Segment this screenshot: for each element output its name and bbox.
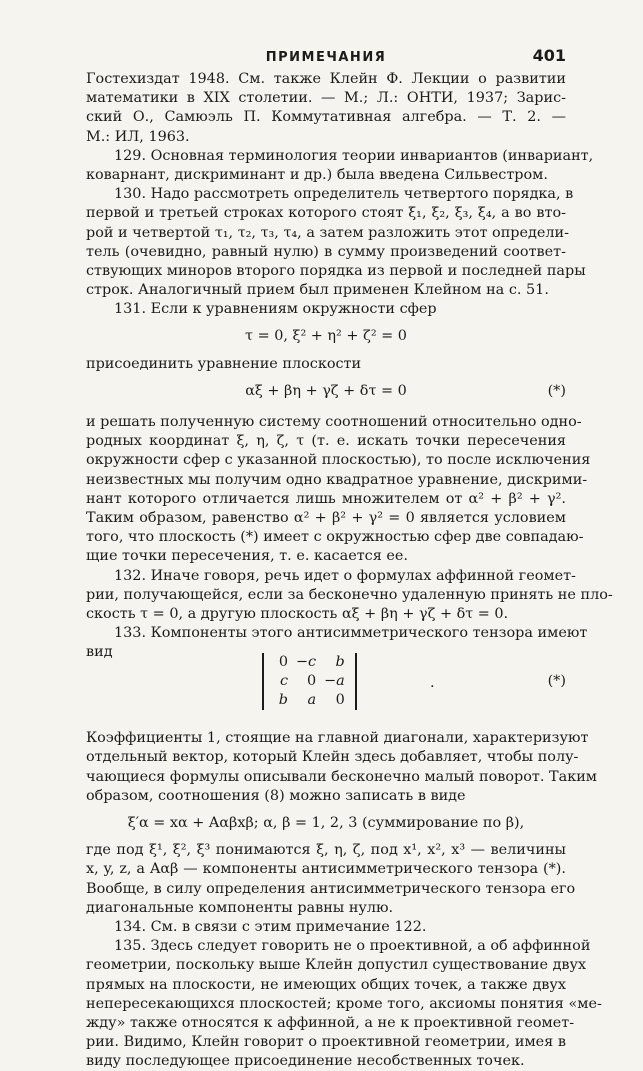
text-line: 132. Иначе говоря, речь идет о формулах аффинной геомет- (114, 567, 576, 584)
text-line: 133. Компоненты этого антисимметрического тензора имеют (114, 625, 588, 642)
matrix-cell: 0 (335, 692, 345, 709)
text-line: строк. Аналогичный прием был применен Клейном на с. 51. (86, 282, 549, 299)
matrix-cell: b (335, 654, 345, 671)
note-134 (86, 918, 566, 937)
text-line: 129. Основная терминология теории инвариантов (инвариант, (114, 147, 594, 164)
text-line: диагональные компоненты равны нулю. (86, 899, 394, 916)
text-line: скость τ = 0, а другую плоскость αξ + βη + γζ + δτ = 0. (86, 605, 509, 622)
note-128-continuation (86, 70, 566, 147)
text-line: 131. Если к уравнениям окружности сфер (114, 301, 437, 318)
note-129 (86, 147, 594, 185)
equation-rotation: ξ′α = xα + Aαβxβ; α, β = 1, 2, 3 (суммирование по β), (127, 815, 525, 831)
page-number: 401 (532, 46, 566, 65)
text-line: присоединить уравнение плоскости (86, 355, 362, 372)
text-line: 130. Надо рассмотреть определитель четвертого порядка, в (114, 186, 574, 203)
note-130 (86, 185, 586, 300)
text-line: Таким образом, равенство α² + β² + γ² = 0 является условием (86, 509, 566, 526)
matrix-cell: c (279, 673, 288, 690)
matrix-period: . (430, 675, 435, 692)
note-135 (86, 937, 602, 1071)
text-line: М.: ИЛ, 1963. (86, 128, 190, 145)
text-line: щие точки пересечения, т. е. касается ее. (86, 548, 408, 565)
text-line: геометрии, поскольку выше Клейн допустил существование двух (86, 957, 587, 974)
equation-mark: (*) (547, 382, 566, 399)
matrix-cell: a (307, 692, 317, 709)
text-line: нант которого отличается лишь множителем от α² + β² + γ². (86, 490, 566, 507)
book-page (86, 44, 613, 1071)
equation-plane: αξ + βη + γζ + δτ = 0 (245, 382, 407, 399)
text-line: x, y, z, а Aαβ — компоненты антисимметрического тензора (*). (86, 861, 566, 878)
text-line: первой и третьей строках которого стоят ξ₁, ξ₂, ξ₃, ξ₄, а во вто- (86, 205, 566, 222)
text-line: виду последующее присоединение несобственных точек. (86, 1053, 525, 1070)
text-line: рой и четвертой τ₁, τ₂, τ₃, τ₄, а затем разложить этот определи- (86, 224, 569, 241)
text-line: окружности сфер с указанной плоскостью), то после исключения (86, 452, 591, 469)
page-header (86, 44, 566, 70)
text-line: прямых на плоскости, не имеющих общих точек, а также двух (86, 976, 566, 993)
text-line: 134. См. в связи с этим примечание 122. (114, 918, 427, 935)
text-line: отдельный вектор, который Клейн здесь добавляет, чтобы полу- (86, 749, 579, 766)
text-line: Коэффициенты 1, стоящие на главной диагонали, характеризуют (86, 730, 589, 747)
matrix-cell: −c (296, 654, 317, 671)
text-line: чающиеся формулы описывали бесконечно малый поворот. Таким (86, 768, 597, 785)
matrix-block (86, 643, 566, 721)
text-line: Вообще, в силу определения антисимметрического тензора его (86, 880, 576, 897)
matrix-cell: 0 (278, 654, 288, 671)
note-131 (86, 300, 591, 566)
text-line: образом, соотношения (8) можно записать в виде (86, 787, 466, 804)
text-line: того, что плоскость (*) имеет с окружностью сфер две совпадаю- (86, 529, 584, 546)
text-line: коварнант, дискриминант и др.) была введена Сильвестром. (86, 166, 548, 183)
equation-mark: (*) (547, 673, 566, 690)
equation-plane-row (86, 382, 566, 401)
equation-spheres: τ = 0, ξ² + η² + ζ² = 0 (245, 328, 407, 345)
text-line: неизвестных мы получим одно квадратное уравнение, дискрими- (86, 471, 588, 488)
note-132 (86, 567, 613, 625)
matrix-cell: b (278, 692, 288, 709)
running-head: ПРИМЕЧАНИЯ (265, 50, 387, 65)
matrix-cell: 0 (306, 673, 317, 690)
text-line: жду» также относятся к аффинной, а не к проективной геомет- (86, 1014, 575, 1031)
note-133 (86, 624, 597, 918)
text-line: рии, получающейся, если за бесконечно удаленную принять не пло- (86, 586, 613, 603)
tensor-matrix (262, 653, 357, 710)
text-line: Гостехиздат 1948. См. также Клейн Ф. Лекции о развитии (86, 71, 566, 87)
text-line: тель (очевидно, равный нулю) в сумму произведений соответ- (86, 243, 566, 260)
text-line: математики в XIX столетии. — М.; Л.: ОНТИ, 1937; Зарис- (86, 90, 566, 107)
text-line: где под ξ¹, ξ², ξ³ понимаются ξ, η, ζ, под x¹, x², x³ — величины (86, 842, 566, 859)
text-line: ский О., Самюэль П. Коммутативная алгебра. — Т. 2. — (86, 109, 566, 126)
text-line: и решать полученную систему соотношений относительно одно- (86, 414, 582, 430)
text-line: непересекающихся плоскостей; кроме того, аксиомы понятия «ме- (86, 995, 602, 1012)
text-line: рии. Видимо, Клейн говорит о проективной геометрии, имея в (86, 1034, 566, 1051)
text-line: 135. Здесь следует говорить не о проективной, а об аффинной (114, 938, 591, 955)
matrix-cell: −a (324, 673, 345, 690)
text-line: родных координат ξ, η, ζ, τ (т. е. искать точки пересечения (86, 433, 566, 450)
text-line: ствующих миноров второго порядка из первой и последней пары (86, 262, 586, 279)
text-line: вид (86, 644, 113, 661)
